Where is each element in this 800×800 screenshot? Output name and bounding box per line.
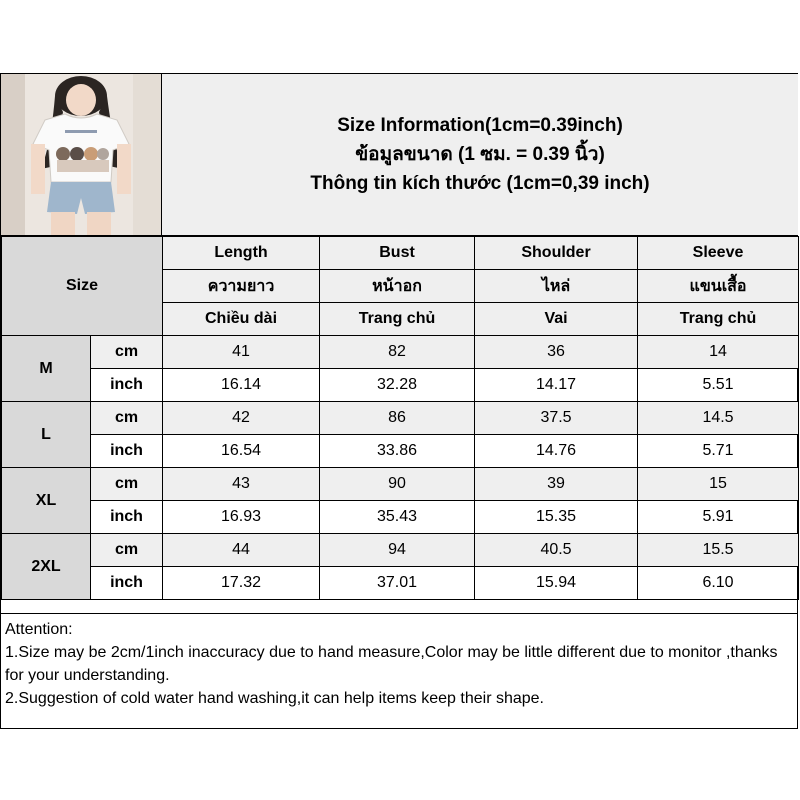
col-sleeve-en: Sleeve (638, 237, 799, 270)
unit-cm: cm (91, 402, 163, 435)
size-label-l: L (2, 402, 91, 468)
size-header: Size (2, 237, 163, 336)
cell-value: 32.28 (320, 369, 475, 402)
col-shoulder-th: ไหล่ (475, 270, 638, 303)
cell-value: 37.01 (320, 567, 475, 600)
col-shoulder-vi: Vai (475, 303, 638, 336)
title-thai: ข้อมูลขนาด (1 ซม. = 0.39 นิ้ว) (355, 144, 605, 165)
cell-value: 5.51 (638, 369, 799, 402)
cell-value: 35.43 (320, 501, 475, 534)
cell-value: 14.76 (475, 435, 638, 468)
col-length-en: Length (163, 237, 320, 270)
unit-cm: cm (91, 534, 163, 567)
col-bust-vi: Trang chủ (320, 303, 475, 336)
unit-cm: cm (91, 468, 163, 501)
cell-value: 14.5 (638, 402, 799, 435)
attention-notes (1, 613, 797, 714)
table-row (2, 369, 799, 402)
unit-inch: inch (91, 369, 163, 402)
table-row (2, 567, 799, 600)
cell-value: 5.91 (638, 501, 799, 534)
attention-note-1: 1.Size may be 2cm/1inch inaccuracy due to hand measure,Color may be little different due to monitor ,thanks for your understanding. (5, 644, 783, 684)
cell-value: 41 (163, 336, 320, 369)
cell-value: 15.35 (475, 501, 638, 534)
cell-value: 36 (475, 336, 638, 369)
col-shoulder-en: Shoulder (475, 237, 638, 270)
cell-value: 16.93 (163, 501, 320, 534)
cell-value: 43 (163, 468, 320, 501)
size-info-title (162, 74, 798, 236)
table-row (2, 435, 799, 468)
unit-inch: inch (91, 567, 163, 600)
cell-value: 15 (638, 468, 799, 501)
size-label-2xl: 2XL (2, 534, 91, 600)
table-row (2, 501, 799, 534)
cell-value: 14.17 (475, 369, 638, 402)
size-table (1, 236, 799, 600)
col-sleeve-th: แขนเสื้อ (638, 270, 799, 303)
cell-value: 82 (320, 336, 475, 369)
cell-value: 42 (163, 402, 320, 435)
unit-cm: cm (91, 336, 163, 369)
table-row (2, 402, 799, 435)
size-label-xl: XL (2, 468, 91, 534)
cell-value: 90 (320, 468, 475, 501)
cell-value: 39 (475, 468, 638, 501)
cell-value: 40.5 (475, 534, 638, 567)
col-length-vi: Chiều dài (163, 303, 320, 336)
col-bust-en: Bust (320, 237, 475, 270)
table-row (2, 468, 799, 501)
col-sleeve-vi: Trang chủ (638, 303, 799, 336)
cell-value: 16.54 (163, 435, 320, 468)
cell-value: 33.86 (320, 435, 475, 468)
cell-value: 15.5 (638, 534, 799, 567)
size-label-m: M (2, 336, 91, 402)
cell-value: 14 (638, 336, 799, 369)
size-chart (0, 73, 798, 729)
cell-value: 5.71 (638, 435, 799, 468)
col-bust-th: หน้าอก (320, 270, 475, 303)
product-photo (1, 74, 162, 236)
cell-value: 94 (320, 534, 475, 567)
cell-value: 44 (163, 534, 320, 567)
cell-value: 6.10 (638, 567, 799, 600)
table-row (2, 534, 799, 567)
cell-value: 86 (320, 402, 475, 435)
unit-inch: inch (91, 435, 163, 468)
attention-heading: Attention: (5, 621, 73, 638)
product-photo-tshirt-icon (1, 74, 161, 235)
cell-value: 37.5 (475, 402, 638, 435)
col-length-th: ความยาว (163, 270, 320, 303)
cell-value: 15.94 (475, 567, 638, 600)
cell-value: 17.32 (163, 567, 320, 600)
cell-value: 16.14 (163, 369, 320, 402)
attention-note-2: 2.Suggestion of cold water hand washing,it can help items keep their shape. (5, 690, 544, 707)
title-english: Size Information(1cm=0.39inch) (337, 115, 623, 136)
unit-inch: inch (91, 501, 163, 534)
table-row (2, 336, 799, 369)
header-row-english (2, 237, 799, 270)
title-vietnamese: Thông tin kích thước (1cm=0,39 inch) (310, 173, 650, 194)
